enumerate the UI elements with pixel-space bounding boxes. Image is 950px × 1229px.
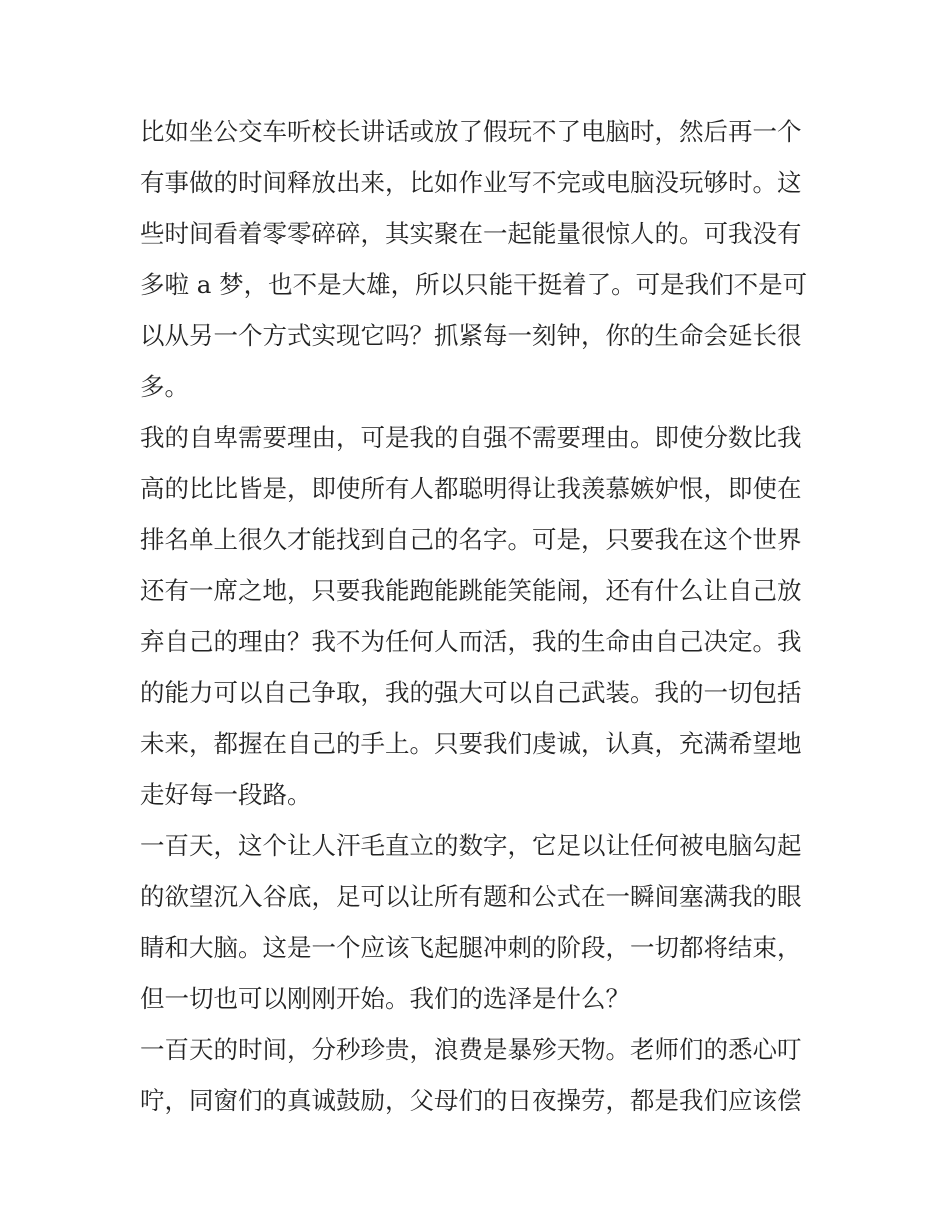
text-line: 还有一席之地，只要我能跑能跳能笑能闹，还有什么让自己放: [140, 576, 802, 605]
text-line: 一百天的时间，分秒珍贵，浪费是暴殄天物。老师们的悉心叮: [140, 1035, 802, 1064]
text-line: 以从另一个方式实现它吗？抓紧每一刻钟，你的生命会延长很: [140, 321, 802, 350]
text-line: 我的自卑需要理由，可是我的自强不需要理由。即使分数比我: [140, 423, 802, 452]
text-line: 比如坐公交车听校长讲话或放了假玩不了电脑时，然后再一个: [140, 117, 802, 146]
paragraph-2: [140, 412, 820, 820]
paragraph-3: [140, 820, 820, 1024]
text-line: 多。: [140, 372, 189, 401]
text-line: 未来，都握在自己的手上。只要我们虔诚，认真，充满希望地: [140, 729, 802, 758]
text-line: 一百天，这个让人汗毛直立的数字，它足以让任何被电脑勾起: [140, 831, 802, 860]
text-line: 些时间看着零零碎碎，其实聚在一起能量很惊人的。可我没有: [140, 219, 802, 248]
text-line: 睛和大脑。这是一个应该飞起腿冲刺的阶段，一切都将结束，: [140, 933, 802, 962]
text-line: 的欲望沉入谷底，足可以让所有题和公式在一瞬间塞满我的眼: [140, 882, 802, 911]
text-line: 高的比比皆是，即使所有人都聪明得让我羡慕嫉妒恨，即使在: [140, 474, 802, 503]
text-line: 咛，同窗们的真诚鼓励，父母们的日夜操劳，都是我们应该偿: [140, 1086, 802, 1115]
body-text: [140, 106, 820, 1126]
text-line: 有事做的时间释放出来，比如作业写不完或电脑没玩够时。这: [140, 168, 802, 197]
text-line: 多啦 a 梦，也不是大雄，所以只能干挺着了。可是我们不是可: [140, 270, 808, 299]
text-line: 弃自己的理由？我不为任何人而活，我的生命由自己决定。我: [140, 627, 802, 656]
paragraph-1: [140, 106, 820, 412]
paragraph-4: [140, 1024, 820, 1126]
text-line: 的能力可以自己争取，我的强大可以自己武装。我的一切包括: [140, 678, 802, 707]
text-line: 排名单上很久才能找到自己的名字。可是，只要我在这个世界: [140, 525, 802, 554]
text-line: 但一切也可以刚刚开始。我们的选泽是什么？: [140, 984, 630, 1013]
text-line: 走好每一段路。: [140, 780, 312, 809]
